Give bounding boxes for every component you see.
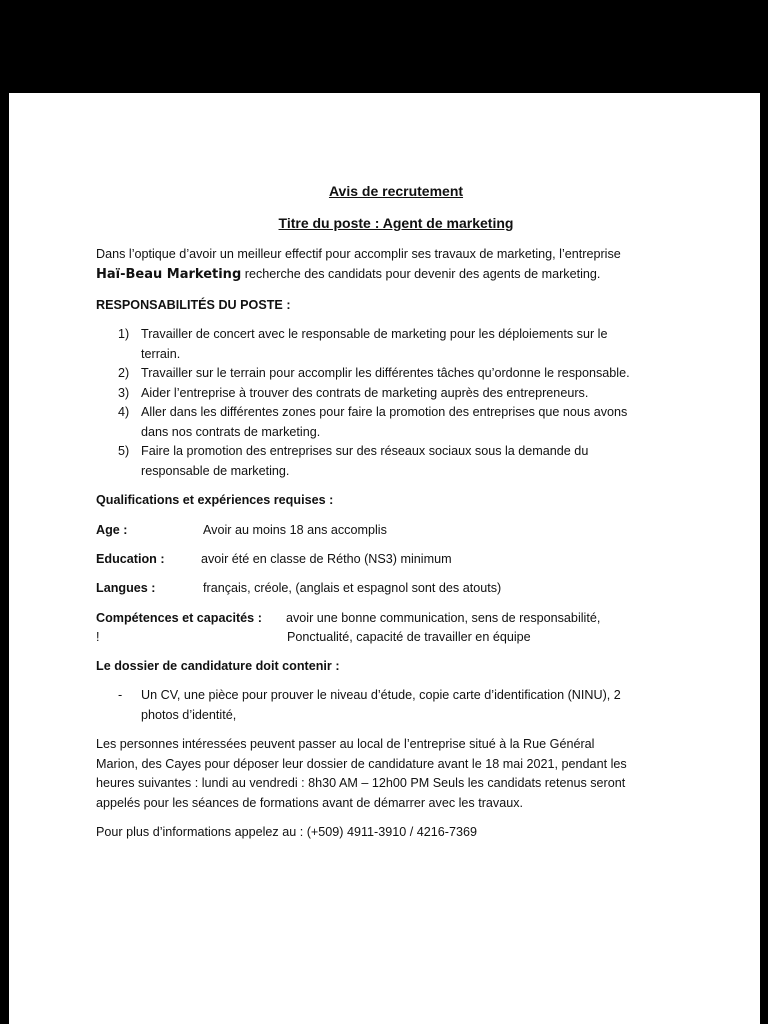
skills-mark: ! <box>96 630 100 644</box>
notice-title: Avis de recrutement <box>328 183 464 199</box>
list-number: 1) <box>118 327 130 341</box>
dossier-list <box>96 686 696 725</box>
languages-label: Langues : <box>96 581 156 595</box>
responsibilities-heading: RESPONSABILITÉS DU POSTE : <box>96 298 291 312</box>
instructions-line: appelés pour les séances de formations avant de démarrer avec les travaux. <box>96 795 524 810</box>
list-item <box>96 686 696 725</box>
responsibilities-list <box>96 325 696 481</box>
list-item <box>96 364 696 384</box>
instructions-paragraph <box>96 735 696 813</box>
list-item-line: Aller dans les différentes zones pour faire la promotion des entreprises que nous avons <box>141 405 628 419</box>
list-item-line: dans nos contrats de marketing. <box>141 424 321 439</box>
contact-line: Pour plus d’informations appelez au : (+509) 4911-3910 / 4216-7369 <box>96 825 477 839</box>
list-item <box>96 403 696 442</box>
list-number: 3) <box>118 385 130 400</box>
qualifications-heading: Qualifications et expériences requises : <box>96 493 334 507</box>
job-title: Titre du poste : Agent de marketing <box>278 215 514 231</box>
instructions-line: Marion, des Cayes pour déposer leur dossier de candidature avant le 18 mai 2021, pendant les <box>96 756 627 771</box>
list-item-line: Aider l’entreprise à trouver des contrats de marketing auprès des entrepreneurs. <box>141 385 589 400</box>
list-item-line: Travailler de concert avec le responsable de marketing pour les déploiements sur le <box>141 327 608 341</box>
list-item-line: responsable de marketing. <box>141 463 290 478</box>
education-value: avoir été en classe de Rétho (NS3) minimum <box>201 552 452 566</box>
skills-value-line-1: avoir une bonne communication, sens de responsabilité, <box>286 611 601 625</box>
document-page <box>9 93 760 1024</box>
list-item-line: terrain. <box>141 346 181 361</box>
instructions-line: heures suivantes : lundi au vendredi : 8h30 AM – 12h00 PM Seuls les candidats retenus seront <box>96 776 626 790</box>
skills-label: Compétences et capacités : <box>96 611 262 625</box>
age-value: Avoir au moins 18 ans accomplis <box>203 523 387 537</box>
intro-line-1: Dans l’optique d’avoir un meilleur effectif pour accomplir ses travaux de marketing, l’entreprise <box>96 247 621 261</box>
list-item-line: Faire la promotion des entreprises sur des réseaux sociaux sous la demande du <box>141 444 589 458</box>
list-item <box>96 442 696 481</box>
company-name: Haï-Beau Marketing <box>96 266 242 282</box>
age-label: Age : <box>96 523 128 537</box>
intro-line-2 <box>96 265 696 285</box>
list-bullet: - <box>118 688 123 702</box>
list-item <box>96 384 696 404</box>
list-item-line: Un CV, une pièce pour prouver le niveau d’étude, copie carte d’identification (NINU), 2 <box>141 688 621 702</box>
intro-paragraph <box>96 245 696 284</box>
list-item-line: photos d’identité, <box>141 707 237 722</box>
list-number: 4) <box>118 405 130 419</box>
list-item-line: Travailler sur le terrain pour accomplir les différentes tâches qu’ordonne le responsable. <box>141 366 630 380</box>
dossier-heading: Le dossier de candidature doit contenir : <box>96 659 340 673</box>
education-label: Education : <box>96 552 165 566</box>
list-number: 5) <box>118 444 130 458</box>
list-number: 2) <box>118 366 130 380</box>
skills-value-line-2: Ponctualité, capacité de travailler en équipe <box>287 630 531 644</box>
list-item <box>96 325 696 364</box>
intro-line-2-text: recherche des candidats pour devenir des agents de marketing. <box>241 266 601 281</box>
instructions-line: Les personnes intéressées peuvent passer au local de l’entreprise situé à la Rue Général <box>96 737 595 751</box>
languages-value: français, créole, (anglais et espagnol sont des atouts) <box>203 581 502 595</box>
